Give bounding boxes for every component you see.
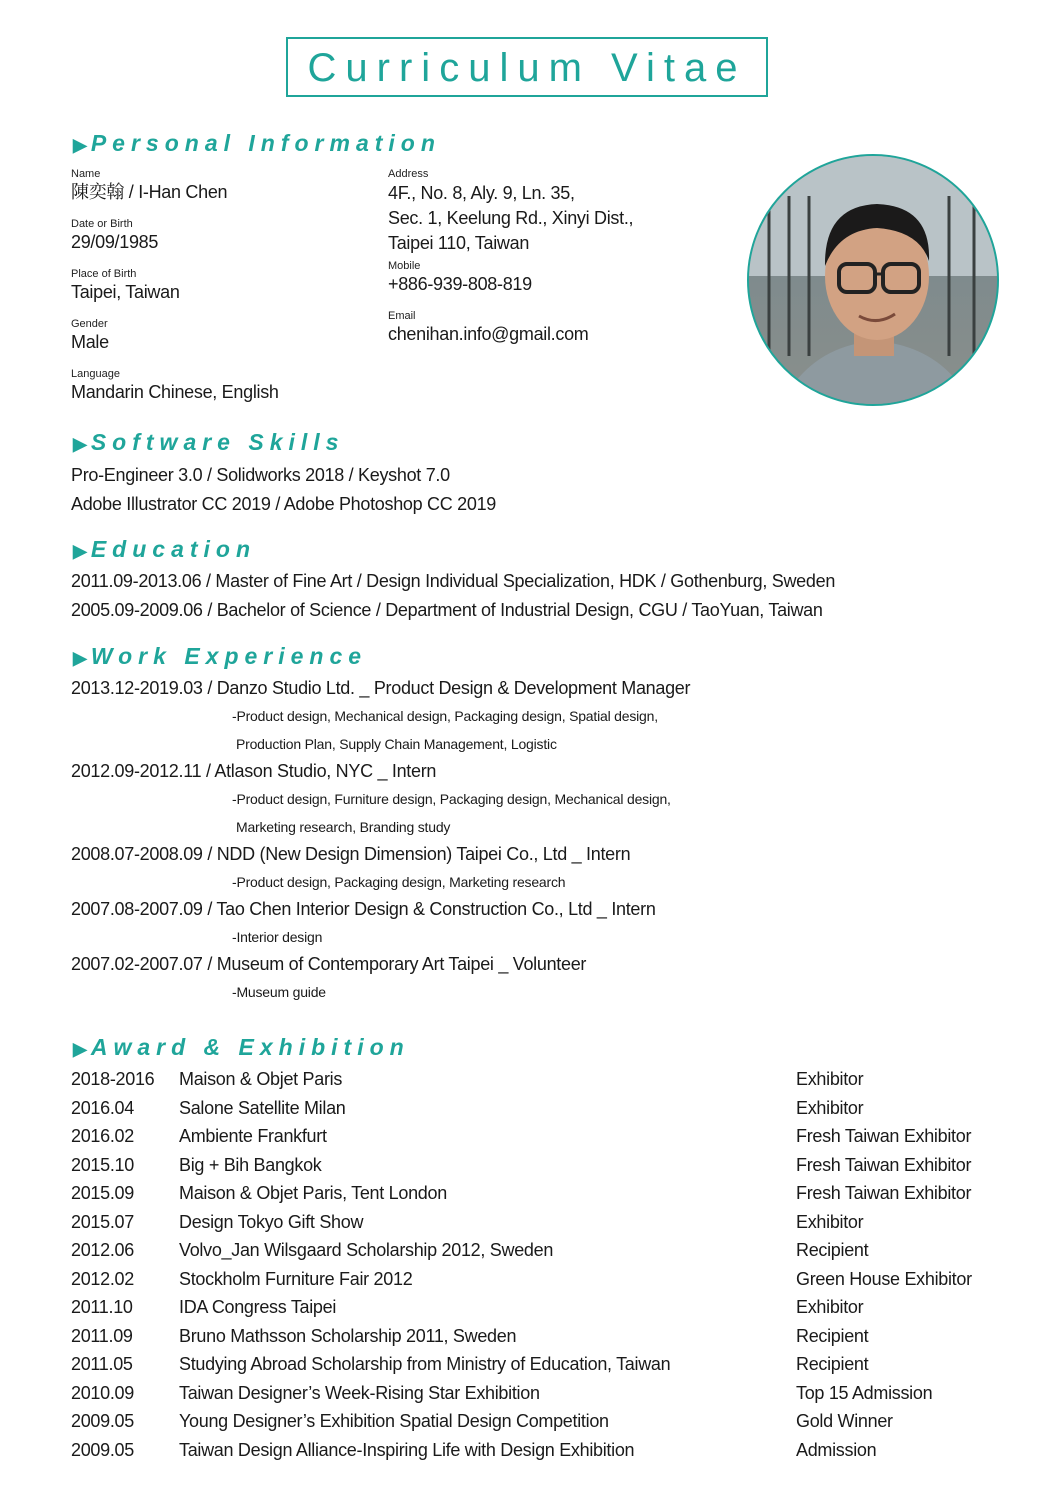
heading-text: Software Skills [90,429,345,455]
award-role: Top 15 Admission [796,1382,933,1403]
mobile-value: +886-939-808-819 [388,274,532,294]
award-year: 2012.06 [71,1240,134,1260]
award-role: Recipient [796,1325,869,1346]
awards-heading [73,1034,410,1061]
triangle-icon: ▶ [73,541,87,561]
award-role: Fresh Taiwan Exhibitor [796,1126,972,1146]
award-name: Stockholm Furniture Fair 2012 [179,1268,413,1289]
heading-text: Work Experience [90,643,368,669]
job-entry [71,841,690,896]
job-detail: -Product design, Furniture design, Packaging design, Mechanical design, [232,791,671,807]
award-row [71,1265,972,1294]
personal-field [71,167,279,217]
triangle-icon: ▶ [73,1039,87,1059]
award-row [71,1322,972,1351]
address-label: Address [388,168,429,180]
award-row [71,1065,972,1094]
software-heading [73,429,344,456]
personal-heading [73,130,441,157]
field-label: Date or Birth [71,218,133,230]
award-role: Recipient [796,1240,869,1260]
address-line: Taipei 110, Taiwan [388,233,530,253]
personal-field [71,367,279,417]
job-detail: -Museum guide [232,984,326,1000]
award-name: Studying Abroad Scholarship from Ministry of Education, Taiwan [179,1354,671,1374]
awards-table [71,1065,972,1464]
heading-text: Personal Information [90,130,441,156]
address-line: Sec. 1, Keelung Rd., Xinyi Dist., [388,208,634,228]
job-title: 2012.09-2012.11 / Atlason Studio, NYC _ Intern [71,761,437,781]
triangle-icon: ▶ [73,648,87,668]
award-year: 2009.05 [71,1439,134,1460]
email-label: Email [388,310,416,322]
portrait-illustration [749,156,999,406]
award-name: Big + Bih Bangkok [179,1154,322,1175]
award-year: 2011.10 [71,1297,133,1317]
award-role: Green House Exhibitor [796,1268,972,1289]
award-row [71,1094,972,1123]
award-role: Exhibitor [796,1097,864,1118]
award-row [71,1350,972,1379]
award-year: 2015.07 [71,1211,134,1232]
award-role: Fresh Taiwan Exhibitor [796,1183,972,1203]
award-role: Admission [796,1439,877,1460]
personal-left [71,167,279,417]
job-detail: -Product design, Mechanical design, Packaging design, Spatial design, [232,708,658,724]
job-entry [71,896,690,951]
award-name: Taiwan Design Alliance-Inspiring Life with Design Exhibition [179,1439,635,1460]
personal-field [71,267,279,317]
award-year: 2011.05 [71,1354,133,1374]
field-value: Mandarin Chinese, English [71,382,279,402]
field-value: 29/09/1985 [71,232,159,252]
award-name: Volvo_Jan Wilsgaard Scholarship 2012, Sweden [179,1240,554,1260]
award-row [71,1179,972,1208]
award-year: 2015.09 [71,1183,134,1203]
job-entry [71,758,690,841]
education-line: 2011.09-2013.06 / Master of Fine Art / Design Individual Specialization, HDK / Gothenburg, Sweden [71,571,836,591]
award-row [71,1151,972,1180]
field-label: Gender [71,318,108,330]
award-role: Exhibitor [796,1211,864,1232]
job-title: 2007.08-2007.09 / Tao Chen Interior Design & Construction Co., Ltd _ Intern [71,899,656,919]
education-list [71,567,835,624]
award-row [71,1293,972,1322]
award-name: Design Tokyo Gift Show [179,1211,364,1232]
work-list [71,675,690,1006]
mobile-label: Mobile [388,260,421,272]
triangle-icon: ▶ [73,135,87,155]
job-title: 2007.02-2007.07 / Museum of Contemporary Art Taipei _ Volunteer [71,954,587,974]
heading-text: Education [90,536,257,562]
education-line: 2005.09-2009.06 / Bachelor of Science / Department of Industrial Design, CGU / TaoYuan, Taiwan [71,599,823,620]
award-row [71,1122,972,1151]
award-role: Gold Winner [796,1411,893,1431]
award-name: Maison & Objet Paris, Tent London [179,1183,447,1203]
award-row [71,1379,972,1408]
award-row [71,1407,972,1436]
award-year: 2015.10 [71,1154,134,1175]
job-title: 2013.12-2019.03 / Danzo Studio Ltd. _ Product Design & Development Manager [71,678,691,698]
triangle-icon: ▶ [73,434,87,454]
field-label: Place of Birth [71,268,137,280]
job-title: 2008.07-2008.09 / NDD (New Design Dimension) Taipei Co., Ltd _ Intern [71,844,631,864]
award-name: IDA Congress Taipei [179,1297,337,1317]
award-role: Exhibitor [796,1297,864,1317]
heading-text: Award & Exhibition [90,1034,410,1060]
personal-field [71,217,279,267]
job-entry [71,951,690,1006]
field-value: 陳奕翰 / I-Han Chen [71,182,228,202]
field-value: Male [71,332,109,352]
job-entry [71,675,690,758]
job-detail: -Interior design [232,929,323,945]
award-year: 2010.09 [71,1382,134,1403]
award-year: 2009.05 [71,1411,134,1431]
personal-right [388,167,633,359]
job-detail: -Product design, Packaging design, Marketing research [232,874,566,890]
award-row [71,1236,972,1265]
field-value: Taipei, Taiwan [71,282,180,302]
award-year: 2012.02 [71,1268,134,1289]
award-name: Ambiente Frankfurt [179,1126,327,1146]
field-label: Name [71,168,101,180]
award-row [71,1436,972,1465]
award-name: Bruno Mathsson Scholarship 2011, Sweden [179,1325,517,1346]
award-year: 2016.02 [71,1126,134,1146]
award-name: Young Designer’s Exhibition Spatial Design Competition [179,1411,609,1431]
education-heading [73,536,256,563]
field-label: Language [71,368,120,380]
award-year: 2018-2016 [71,1069,155,1089]
address-line: 4F., No. 8, Aly. 9, Ln. 35, [388,183,575,203]
work-heading [73,643,367,670]
job-detail: Production Plan, Supply Chain Management, Logistic [236,736,557,752]
software-list [71,461,496,518]
page-title: Curriculum Vitae [286,37,768,97]
award-role: Exhibitor [796,1069,864,1089]
award-year: 2016.04 [71,1097,134,1118]
software-line: Adobe Illustrator CC 2019 / Adobe Photoshop CC 2019 [71,493,496,514]
personal-field [71,317,279,367]
award-role: Fresh Taiwan Exhibitor [796,1154,972,1175]
award-role: Recipient [796,1354,869,1374]
profile-photo [747,154,999,406]
software-line: Pro-Engineer 3.0 / Solidworks 2018 / Keyshot 7.0 [71,465,450,485]
email-value: chenihan.info@gmail.com [388,324,589,344]
award-row [71,1208,972,1237]
award-name: Salone Satellite Milan [179,1097,346,1118]
award-year: 2011.09 [71,1325,133,1346]
job-detail: Marketing research, Branding study [236,819,451,835]
award-name: Maison & Objet Paris [179,1069,343,1089]
award-name: Taiwan Designer’s Week-Rising Star Exhibition [179,1382,540,1403]
